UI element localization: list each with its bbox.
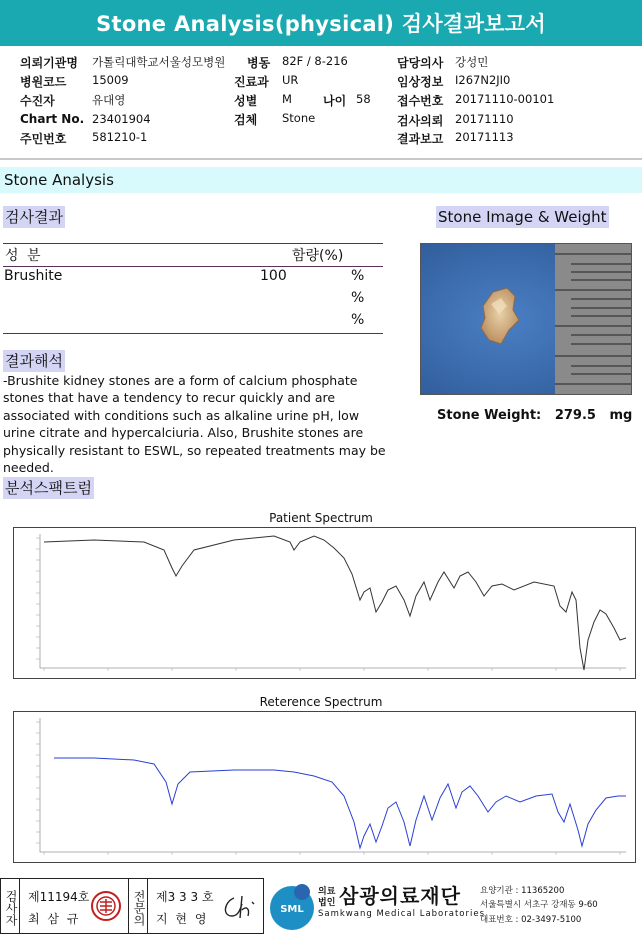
patient-spectrum-title: Patient Spectrum [269, 511, 373, 525]
table-cell-unit: % [351, 312, 365, 328]
stone-analysis-bar: Stone Analysis [0, 167, 642, 193]
info-value-resident-no: 581210-1 [92, 130, 148, 144]
sml-logo-icon [268, 882, 316, 932]
patient-spectrum-plot [14, 528, 635, 678]
org-name: 삼광의료재단 [339, 884, 461, 908]
info-label-request-date: 검사의뢰 [397, 114, 444, 128]
inspector-name: 최 삼 규 [28, 912, 81, 926]
info-value-department: UR [282, 73, 299, 87]
info-value-age: 58 [356, 92, 371, 106]
report-title: Stone Analysis(physical) 검사결과보고서 [0, 0, 642, 46]
table-cell-component: Brushite [4, 268, 63, 284]
spectrum-axes [36, 534, 626, 671]
info-value-chart-no: 23401904 [92, 112, 151, 126]
info-value-patient: 유대영 [92, 93, 126, 107]
stone-weight [437, 408, 632, 423]
info-value-sex: M [282, 92, 292, 106]
table-header-line [3, 266, 383, 267]
info-label-receipt-no: 접수번호 [397, 94, 444, 108]
stone-photo-graphic [421, 244, 632, 395]
info-label-specimen: 검체 [234, 113, 258, 127]
inspector-label: 검사자 [0, 878, 20, 934]
info-label-sex: 성별 [234, 94, 258, 108]
info-label-institution: 의뢰기관명 [20, 56, 78, 70]
org-address: 서울특별시 서초구 강재동 9-60 [480, 900, 598, 910]
stone-photo [420, 243, 632, 395]
specialist-signature-icon [218, 892, 258, 922]
specialist-number: 제3 3 3 호 [156, 890, 214, 904]
table-cell-amount: 100 [260, 268, 287, 284]
info-label-age: 나이 [323, 94, 347, 108]
info-label-patient: 수진자 [20, 94, 55, 108]
reference-spectrum-chart [13, 711, 636, 863]
patient-spectrum-chart [13, 527, 636, 679]
info-value-doctor: 강성민 [455, 55, 489, 69]
info-value-ward: 82F / 8-216 [282, 54, 348, 68]
table-cell-unit: % [351, 290, 365, 306]
interpretation-heading: 결과해석 [5, 352, 63, 370]
org-code: 요양기관 : 11365200 [480, 886, 565, 896]
info-label-clinical-info: 임상정보 [397, 75, 444, 89]
info-label-doctor: 담당의사 [397, 56, 444, 70]
org-phone: 대표번호 : 02-3497-5100 [480, 915, 582, 925]
weight-label: Stone Weight: [437, 408, 542, 423]
weight-unit: mg [609, 408, 633, 423]
info-label-chart-no: Chart No. [20, 112, 85, 126]
footer [0, 878, 642, 936]
info-value-receipt-no: 20171110-00101 [455, 92, 555, 106]
info-label-hospital-code: 병원코드 [20, 75, 67, 89]
table-header-component: 성 분 [5, 248, 43, 264]
specialist-name: 지 현 영 [156, 912, 209, 926]
logo-text: SML [280, 904, 304, 915]
spectrum-heading: 분석스팩트럼 [5, 479, 92, 497]
info-value-report-date: 20171113 [455, 130, 514, 144]
info-value-request-date: 20171110 [455, 112, 514, 126]
reference-spectrum-title: Reterence Spectrum [259, 695, 383, 709]
info-value-specimen: Stone [282, 111, 316, 125]
info-label-resident-no: 주민번호 [20, 132, 67, 146]
patient-spectrum-line [44, 536, 626, 670]
result-heading: 검사결과 [5, 208, 63, 226]
org-prefix-top: 의료 [318, 887, 336, 897]
info-divider [0, 158, 642, 160]
reference-spectrum-line [54, 758, 626, 848]
specialist-label: 전문의 [128, 878, 148, 934]
reference-spectrum-plot [14, 712, 635, 862]
org-prefix-bottom: 법인 [318, 898, 336, 908]
patient-info [0, 46, 642, 158]
table-bottom-line [3, 333, 383, 334]
info-value-hospital-code: 15009 [92, 73, 129, 87]
org-name-english: Samkwang Medical Laboratories [318, 909, 486, 919]
table-header-amount: 함량(%) [292, 248, 344, 264]
info-label-ward: 병동 [247, 56, 271, 70]
weight-value: 279.5 [554, 408, 596, 423]
image-heading: Stone Image & Weight [438, 208, 607, 226]
info-label-department: 진료과 [234, 75, 269, 89]
info-value-clinical-info: I267N2JI0 [455, 73, 511, 87]
interpretation-text: -Brushite kidney stones are a form of calcium phosphate stones that have a tendency to recur quickly and are associated with conditions such as alkaline urine pH, low urine citrate and hypercalciuria. Also, Brushite stones are physically resistant to ESWL, so repeated treatments may be needed. [3, 373, 386, 476]
spectrum-axes [36, 718, 626, 855]
table-cell-unit: % [351, 268, 365, 284]
info-label-report-date: 결과보고 [397, 132, 444, 146]
inspector-seal-icon [90, 890, 122, 922]
table-top-line [3, 243, 383, 244]
info-value-institution: 가톨릭대학교서울성모병원 [92, 55, 226, 69]
inspector-number: 제11194호 [28, 890, 90, 904]
